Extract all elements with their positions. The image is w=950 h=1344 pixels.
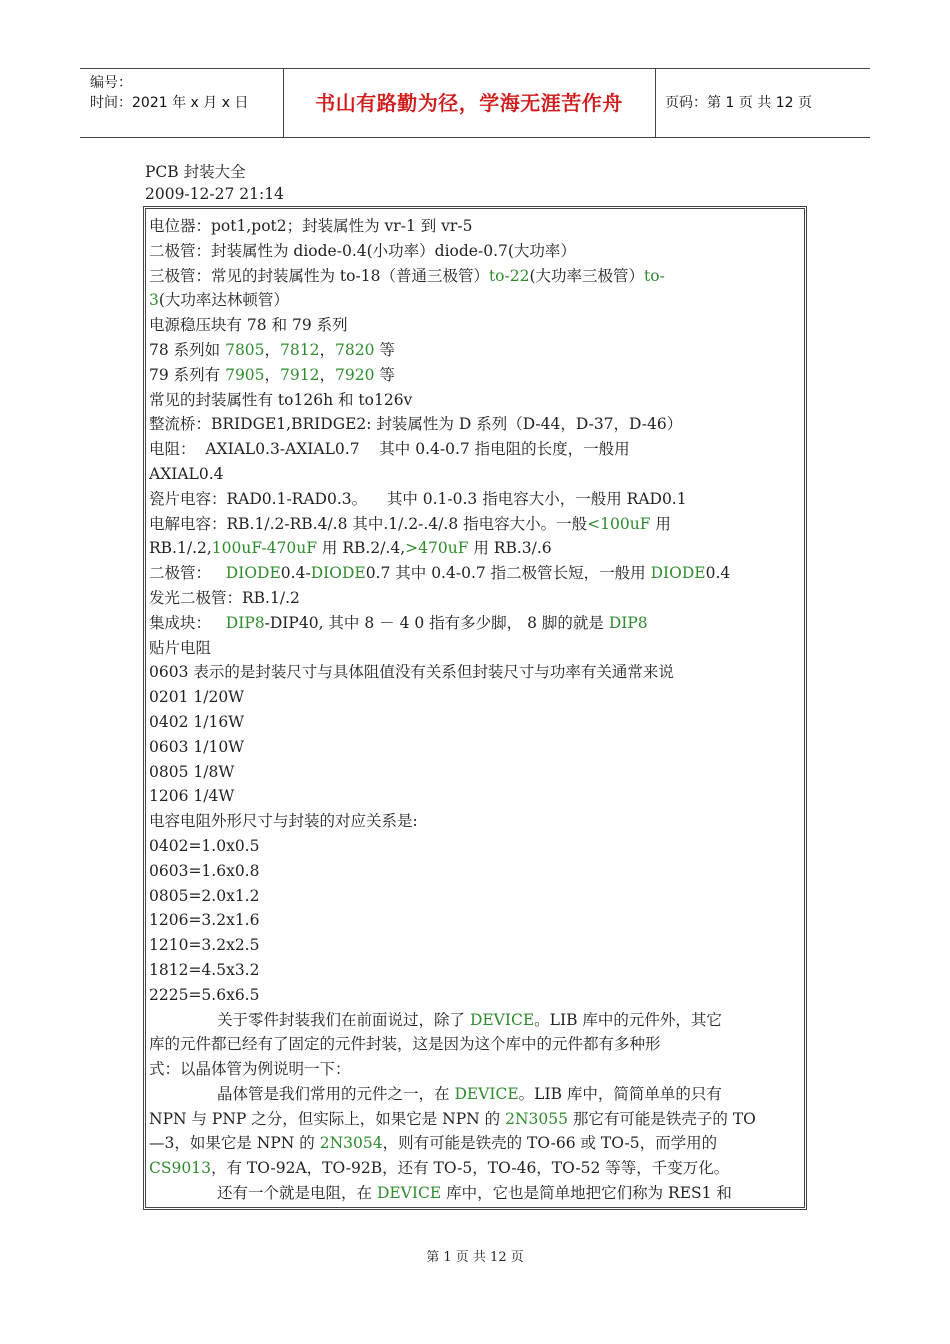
highlighted-term[interactable]: CS9013 <box>149 1159 211 1178</box>
text-span: 。LIB 库中，简简单单的只有 <box>518 1084 722 1103</box>
text-span: 式：以晶体管为例说明一下： <box>149 1060 351 1079</box>
text-span: 1812=4.5x3.2 <box>149 960 260 979</box>
highlighted-term[interactable]: DIP8 <box>608 613 648 632</box>
text-span: 瓷片电容：RAD0.1-RAD0.3。 其中 0.1-0.3 指电容大小，一般用 RAD0.1 <box>149 489 687 508</box>
text-line <box>149 1131 807 1156</box>
highlighted-term[interactable]: to-22 <box>488 266 530 285</box>
text-line <box>149 834 807 859</box>
text-span: ，则有可能是铁壳的 TO-66 或 TO-5，而学用的 <box>382 1134 718 1153</box>
text-line <box>149 809 807 834</box>
text-line <box>149 561 807 586</box>
text-line <box>149 983 807 1008</box>
text-line <box>149 214 807 239</box>
text-span: 常见的封装属性有 to126h 和 to126v <box>149 390 413 409</box>
text-span: 二极管：封装属性为 diode-0.4(小功率）diode-0.7(大功率） <box>149 241 576 260</box>
text-line <box>149 288 807 313</box>
header-divider <box>655 69 656 137</box>
text-line <box>149 1181 807 1206</box>
text-line <box>149 908 807 933</box>
highlighted-term[interactable]: DIODE <box>225 564 281 583</box>
highlighted-term[interactable]: DIODE <box>310 564 366 583</box>
header-number-label: 编号： <box>90 75 132 91</box>
highlighted-term[interactable]: 7905 <box>225 365 265 384</box>
highlighted-term[interactable]: DEVICE <box>376 1184 442 1203</box>
text-span: 2225=5.6x6.5 <box>149 985 260 1004</box>
highlighted-term[interactable]: to- <box>644 266 665 285</box>
highlighted-term[interactable]: 2N3055 <box>505 1109 568 1128</box>
text-span: 集成块： <box>149 613 226 632</box>
text-span: ，有 TO-92A，TO-92B，还有 TO-5，TO-46，TO-52 等等，千变万化。 <box>210 1159 730 1178</box>
text-line <box>149 412 807 437</box>
text-span: 库的元件都已经有了固定的元件封装，这是因为这个库中的元件都有多种形 <box>149 1035 661 1054</box>
text-span: 贴片电阻 <box>149 638 212 657</box>
highlighted-term[interactable]: 7805 <box>225 340 265 359</box>
highlighted-term[interactable]: 3 <box>149 291 159 310</box>
text-span: —3，如果它是 NPN 的 <box>149 1134 320 1153</box>
highlighted-term[interactable]: 7820 <box>335 340 375 359</box>
text-line <box>149 586 807 611</box>
header-meta <box>90 73 248 113</box>
highlighted-term[interactable]: DEVICE <box>469 1010 535 1029</box>
text-span: 发光二极管：RB.1/.2 <box>149 588 300 607</box>
text-line <box>149 735 807 760</box>
highlighted-term[interactable]: <100uF <box>587 514 651 533</box>
text-span: 电位器：pot1,pot2；封装属性为 vr-1 到 vr-5 <box>149 217 473 235</box>
text-span: 78 系列如 <box>149 340 226 359</box>
text-span: ， <box>264 340 281 359</box>
text-line <box>149 388 807 413</box>
highlighted-term[interactable]: DIP8 <box>225 613 265 632</box>
text-line <box>149 636 807 661</box>
text-span: 二极管： <box>149 564 226 583</box>
highlighted-term[interactable]: 7920 <box>335 365 375 384</box>
text-span: NPN 与 PNP 之分，但实际上，如果它是 NPN 的 <box>149 1109 506 1128</box>
highlighted-term[interactable]: >470uF <box>405 539 469 558</box>
text-span: 那它有可能是铁壳子的 TO <box>567 1109 756 1128</box>
text-line <box>149 784 807 809</box>
text-line <box>149 437 807 462</box>
document-date: 2009-12-27 21:14 <box>145 185 284 203</box>
text-line <box>149 264 807 289</box>
content-body <box>149 214 807 1206</box>
text-span: 晶体管是我们常用的元件之一，在 <box>217 1084 455 1103</box>
text-span: 用 RB.2/.4, <box>316 539 406 558</box>
text-line <box>149 685 807 710</box>
text-span: 0402 1/16W <box>149 712 245 731</box>
header-page-info: 页码：第 1 页 共 12 页 <box>665 95 812 111</box>
highlighted-term[interactable]: 7912 <box>280 365 320 384</box>
highlighted-term[interactable]: 7812 <box>280 340 320 359</box>
text-span: AXIAL0.4 <box>149 464 224 483</box>
text-span: 1210=3.2x2.5 <box>149 936 260 955</box>
text-span: 0201 1/20W <box>149 688 245 707</box>
text-span: 0402=1.0x0.5 <box>149 836 260 855</box>
text-line <box>149 239 807 264</box>
text-span: 0603 表示的是封装尺寸与具体阻值没有关系但封装尺寸与功率有关通常来说 <box>149 663 674 682</box>
text-line <box>149 660 807 685</box>
text-line <box>149 462 807 487</box>
text-span: -DIP40, 其中 8 － 4 0 指有多少脚， 8 脚的就是 <box>264 613 609 632</box>
text-line <box>149 884 807 909</box>
document-title: PCB 封装大全 <box>145 163 246 181</box>
text-line <box>149 611 807 636</box>
text-line <box>149 933 807 958</box>
text-span: ， <box>319 365 336 384</box>
text-line <box>149 1057 807 1082</box>
text-span: ， <box>319 340 336 359</box>
text-line <box>149 512 807 537</box>
text-span: 0603 1/10W <box>149 737 245 756</box>
text-line <box>149 859 807 884</box>
text-span: (大功率三极管） <box>529 266 645 285</box>
text-line <box>149 313 807 338</box>
highlighted-term[interactable]: DIODE <box>650 564 706 583</box>
text-span: 还有一个就是电阻，在 <box>217 1184 377 1203</box>
text-line <box>149 1008 807 1033</box>
text-line <box>149 536 807 561</box>
text-line <box>149 1032 807 1057</box>
highlighted-term[interactable]: DEVICE <box>454 1084 519 1103</box>
text-span: 三极管：常见的封装属性为 to-18（普通三极管） <box>149 266 489 285</box>
text-span: 0.4 <box>705 564 731 583</box>
text-span: 用 RB.3/.6 <box>468 539 552 558</box>
content-box <box>143 206 807 1210</box>
highlighted-term[interactable]: 2N3054 <box>319 1134 383 1153</box>
text-span: 电源稳压块有 78 和 79 系列 <box>149 316 348 335</box>
text-span: (大功率达林顿管） <box>158 291 289 310</box>
text-line <box>149 1107 807 1132</box>
text-span: 电容电阻外形尺寸与封装的对应关系是: <box>149 812 418 831</box>
text-line <box>149 760 807 785</box>
text-span: 。LIB 库中的元件外，其它 <box>534 1010 722 1029</box>
text-span: 1206 1/4W <box>149 787 235 806</box>
text-span: 0.7 其中 0.4-0.7 指二极管长短，一般用 <box>365 564 651 583</box>
header-motto: 书山有路勤为径，学海无涯苦作舟 <box>315 91 623 115</box>
text-span: 用 <box>650 514 671 533</box>
text-span: 整流桥：BRIDGE1,BRIDGE2: 封装属性为 D 系列（D-44，D-37，D-46） <box>149 415 683 434</box>
text-span: 等 <box>374 365 395 384</box>
text-line <box>149 1082 807 1107</box>
header-time-label: 时间：2021 年 x 月 x 日 <box>90 95 249 111</box>
text-line <box>149 363 807 388</box>
text-span: ， <box>264 365 281 384</box>
text-span: 电解电容：RB.1/.2-RB.4/.8 其中.1/.2-.4/.8 指电容大小。一般 <box>149 514 588 533</box>
text-span: 0603=1.6x0.8 <box>149 861 260 880</box>
text-span: 等 <box>374 340 395 359</box>
highlighted-term[interactable]: 100uF-470uF <box>211 539 317 558</box>
text-line <box>149 487 807 512</box>
text-span: 1206=3.2x1.6 <box>149 911 260 930</box>
page-header <box>80 68 870 138</box>
text-span: 库中，它也是简单地把它们称为 RES1 和 <box>441 1184 732 1203</box>
page-footer: 第 1 页 共 12 页 <box>426 1250 524 1265</box>
text-span: 79 系列有 <box>149 365 226 384</box>
text-line <box>149 338 807 363</box>
text-line <box>149 710 807 735</box>
text-span: 电阻： AXIAL0.3-AXIAL0.7 其中 0.4-0.7 指电阻的长度，一般用 <box>149 440 630 459</box>
text-span: 0805=2.0x1.2 <box>149 886 260 905</box>
text-span: 关于零件封装我们在前面说过，除了 <box>217 1010 470 1029</box>
text-line <box>149 1156 807 1181</box>
text-span: 0.4- <box>280 564 311 583</box>
text-span: RB.1/.2, <box>149 539 212 558</box>
text-span: 0805 1/8W <box>149 762 235 781</box>
text-line <box>149 958 807 983</box>
